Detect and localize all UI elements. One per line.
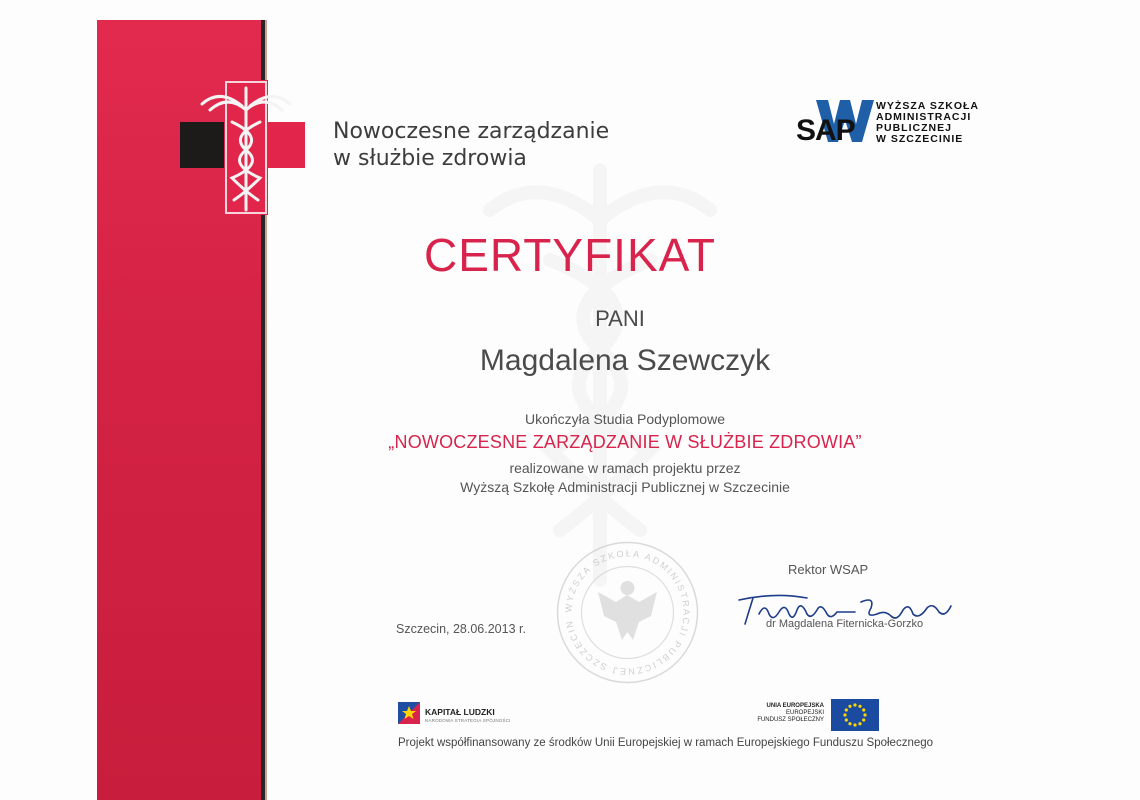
seal-text: WYŻSZA SZKOŁA ADMINISTRACJI PUBLICZNEJ SZCZECIN	[563, 548, 692, 677]
realization-text: realizowane w ramach projektu przez	[509, 460, 741, 476]
wsap-line3: PUBLICZNEJ	[876, 122, 952, 134]
kapital-ludzki-subtitle: NARODOWA STRATEGIA SPÓJNOŚCI	[425, 718, 511, 723]
signer-name: dr Magdalena Fiternicka-Gorzko	[766, 618, 924, 630]
medical-cross-caduceus-icon	[180, 80, 305, 215]
kapital-ludzki-title: KAPITAŁ LUDZKI	[425, 707, 495, 717]
wsap-logo-text	[876, 101, 979, 145]
wsap-line4: W SZCZECINIE	[876, 133, 964, 145]
program-title	[333, 118, 609, 172]
sap-abbreviation: SAP	[796, 114, 855, 146]
program-name: „NOWOCZESNE ZARZĄDZANIE W SŁUŻBIE ZDROWIA”	[388, 432, 862, 452]
funding-footer: Projekt współfinansowany ze środków Unii Europejskiej w ramach Europejskiego Funduszu Społecznego	[398, 737, 934, 749]
official-seal	[555, 540, 700, 685]
eu-fund-line2: FUNDUSZ SPOŁECZNY	[757, 717, 824, 723]
eu-fund-line1: EUROPEJSKI	[785, 710, 824, 716]
eu-name: UNIA EUROPEJSKA	[766, 703, 824, 709]
rector-label: Rektor WSAP	[788, 562, 869, 577]
wsap-line1: WYŻSZA SZKOŁA	[876, 100, 980, 112]
program-title-line1: Nowoczesne zarządzanie	[333, 119, 610, 144]
wsap-line2: ADMINISTRACJI	[876, 111, 972, 123]
certificate-title: CERTYFIKAT	[424, 229, 716, 281]
eu-fund-text	[742, 703, 824, 724]
program-title-line2: w służbie zdrowia	[333, 146, 527, 171]
eu-flag-icon	[831, 699, 879, 731]
place-and-date: Szczecin, 28.06.2013 r.	[396, 622, 526, 636]
institution-name: Wyższą Szkołę Administracji Publicznej w Szczecinie	[460, 479, 790, 495]
completion-text: Ukończyła Studia Podyplomowe	[525, 411, 725, 427]
salutation: PANI	[595, 306, 645, 331]
recipient-name: Magdalena Szewczyk	[479, 344, 771, 377]
